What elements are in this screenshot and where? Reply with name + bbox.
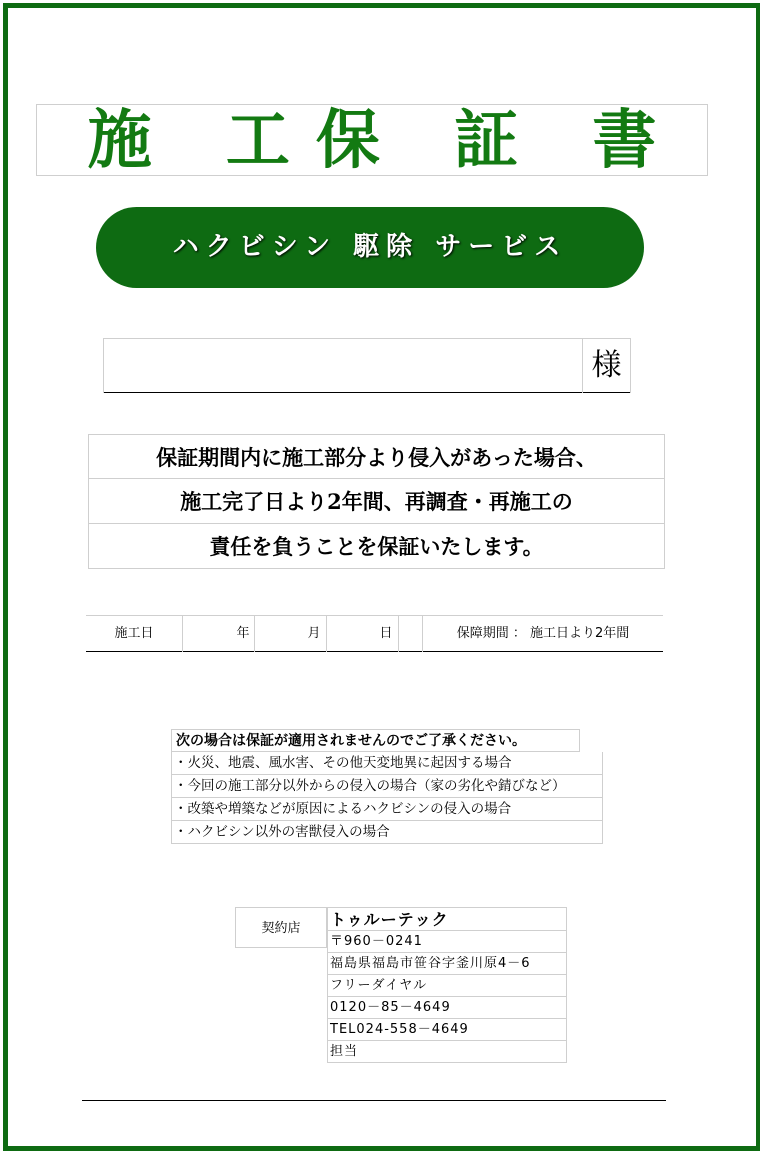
customer-name-box [103, 338, 631, 393]
month-field[interactable] [254, 616, 302, 652]
day-field[interactable] [326, 616, 374, 652]
honorific-label: 様 [583, 339, 631, 393]
contractor-info [327, 907, 567, 1063]
title-box [36, 104, 708, 176]
day-unit: 日 [379, 626, 393, 641]
exclusion-item: ・火災、地震、風水害、その他天変地異に起因する場合 [171, 752, 603, 775]
year-field[interactable] [182, 616, 232, 652]
construction-date-row [86, 615, 663, 652]
construction-date-label: 施工日 [114, 626, 154, 641]
service-banner: ハクビシン 駆除 サービス [96, 207, 644, 288]
guarantee-line: 保証期間内に施工部分より侵入があった場合、 [88, 434, 665, 479]
freedial-label: フリーダイヤル [327, 975, 567, 997]
exclusion-item: ・今回の施工部分以外からの侵入の場合（家の劣化や錆びなど） [171, 775, 603, 798]
signature-line [82, 1100, 666, 1101]
customer-name-field[interactable] [103, 339, 583, 393]
exclusion-item: ・ハクビシン以外の害獣侵入の場合 [171, 821, 603, 844]
person-in-charge: 担当 [327, 1041, 567, 1063]
tel-number: TEL024-558－4649 [327, 1019, 567, 1041]
contractor-label: 契約店 [235, 907, 327, 948]
exclusions-list [171, 729, 603, 844]
month-unit: 月 [307, 626, 321, 641]
company-name: トゥルーテック [327, 907, 567, 931]
exclusions-heading: 次の場合は保証が適用されませんのでご了承ください。 [171, 729, 580, 752]
guarantee-line: 責任を負うことを保証いたします。 [88, 524, 665, 569]
exclusion-item: ・改築や増築などが原因によるハクビシンの侵入の場合 [171, 798, 603, 821]
guarantee-line: 施工完了日より2年間、再調査・再施工の [88, 479, 665, 524]
date-spacer [398, 616, 422, 652]
postal-code: 〒960－0241 [327, 931, 567, 953]
freedial-number: 0120－85－4649 [327, 997, 567, 1019]
document-title: 施 工保 証 書 [87, 103, 683, 178]
address: 福島県福島市笹谷字釜川原4－6 [327, 953, 567, 975]
warranty-period-label: 保障期間 ： 施工日より2年間 [422, 616, 663, 652]
guarantee-statement [88, 434, 665, 569]
year-unit: 年 [236, 626, 250, 641]
